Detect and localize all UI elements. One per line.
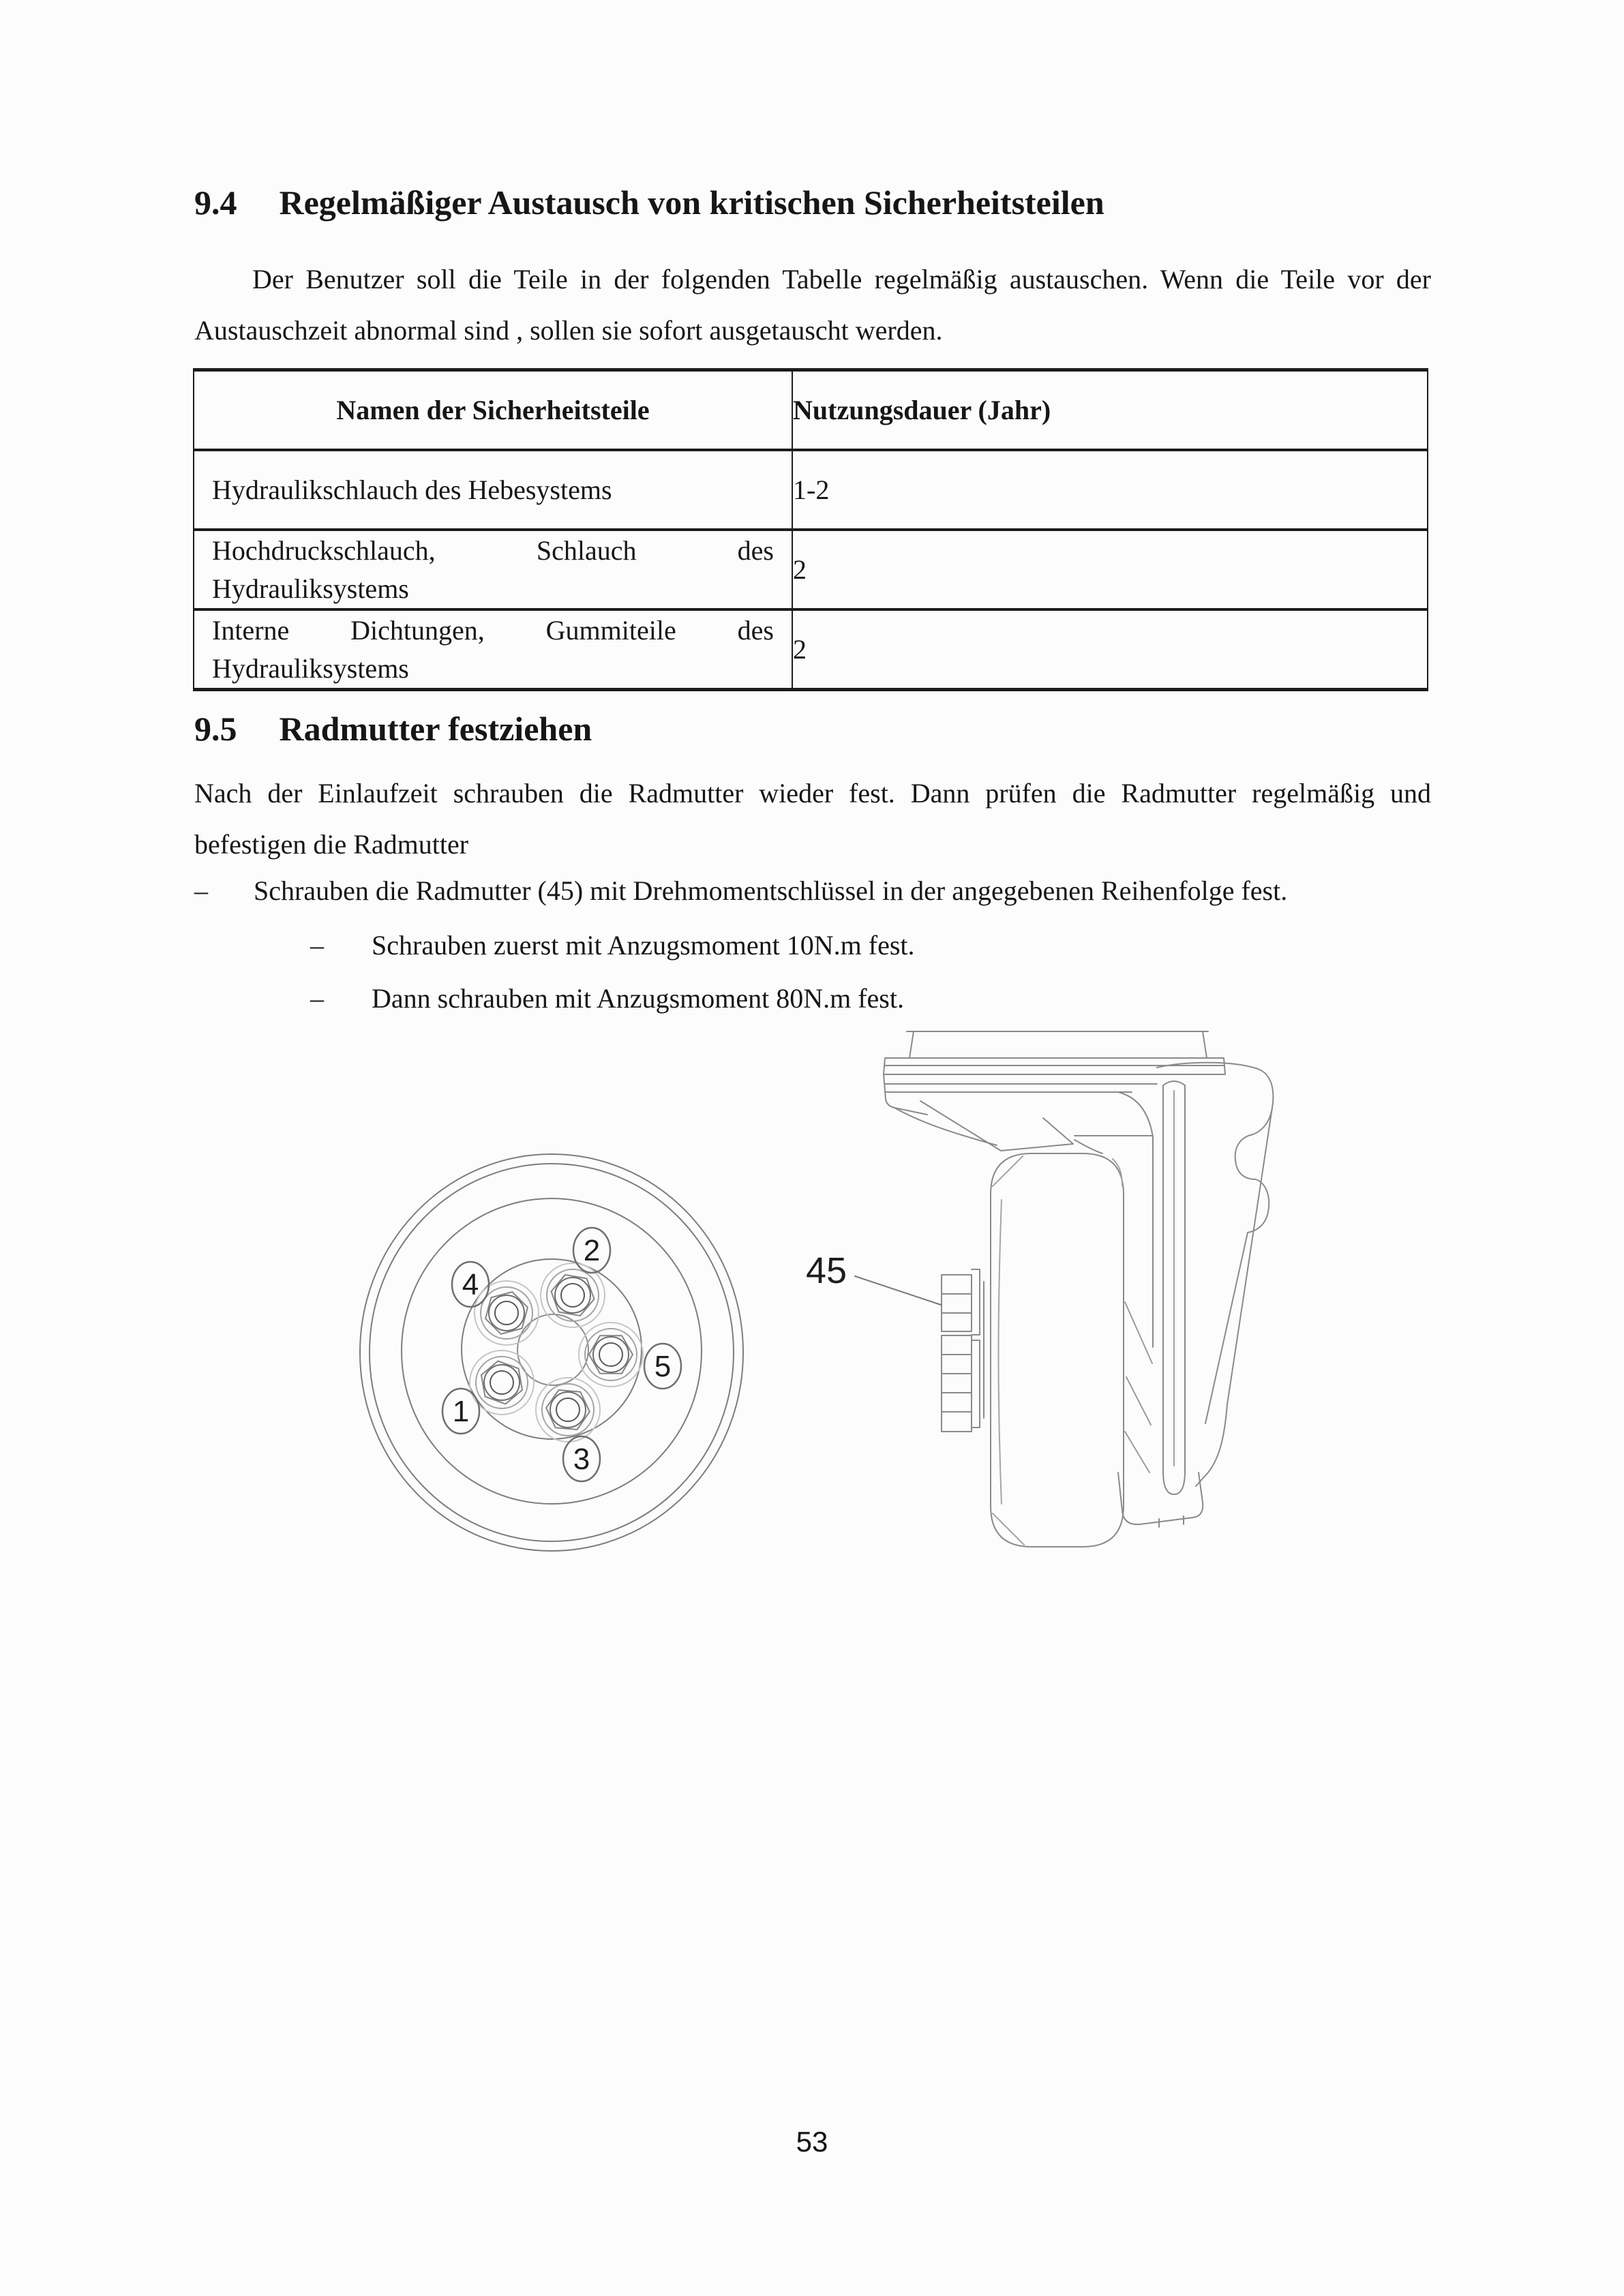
neck-curve	[1074, 1140, 1102, 1153]
duration-cell: 2	[793, 633, 807, 665]
section-9-4-paragraph	[194, 254, 1431, 356]
tire-inner-circle	[370, 1164, 734, 1541]
bullet-dash: –	[194, 875, 208, 906]
fork-ear	[1235, 1134, 1256, 1179]
bracket-arm-lines	[885, 1084, 1157, 1092]
wheel-side-view	[855, 1031, 1273, 1547]
sub-bullet-item	[194, 928, 1431, 963]
hub-nut-45	[942, 1269, 984, 1432]
table-header-row	[194, 372, 1427, 449]
lug-nut	[475, 1281, 539, 1345]
mount-plate-wide	[884, 1058, 1225, 1074]
part-name-cell: Hochdruckschlauch, Schlauch des Hydrauliksystems	[194, 531, 793, 608]
safety-parts-table	[193, 368, 1428, 691]
bracket-arm-bottom	[894, 1108, 997, 1145]
bracket-arm-left	[884, 1074, 927, 1115]
section-9-5-heading	[194, 710, 592, 748]
section-9-5-paragraph	[194, 768, 1431, 870]
bullet-dash: –	[310, 930, 324, 961]
fork-shoulder	[1248, 1179, 1269, 1233]
lug-nuts	[470, 1263, 643, 1442]
section-9-4-number: 9.4	[194, 183, 237, 222]
tire-corner-lines	[993, 1156, 1122, 1545]
part-name-cell: Hydraulikschlauch des Hebesystems	[194, 451, 793, 528]
wheel-tightening-figure	[0, 1016, 1624, 1616]
bullet-text: Dann schrauben mit Anzugsmoment 80N.m fest.	[372, 983, 904, 1014]
lug-nut	[579, 1323, 643, 1387]
fork-blade-tip	[1196, 1404, 1227, 1486]
table-header-duration: Nutzungsdauer (Jahr)	[793, 394, 1051, 425]
part-name-cell: Interne Dichtungen, Gummiteile des Hydrauliksystems	[194, 611, 793, 688]
part-45-leader-line	[855, 1276, 941, 1305]
section-9-5-title: Radmutter festziehen	[279, 710, 592, 748]
section-9-4-title: Regelmäßiger Austausch von kritischen Sicherheitsteilen	[279, 183, 1104, 222]
paragraph-line: Austauschzeit abnormal sind , sollen sie sofort ausgetauscht werden.	[194, 315, 943, 346]
table-row	[194, 528, 1427, 608]
wheel-front-view	[360, 1154, 743, 1551]
section-9-4-heading	[194, 184, 1104, 222]
bullet-text: Schrauben zuerst mit Anzugsmoment 10N.m fest.	[372, 930, 915, 961]
foot-bracket	[1118, 1472, 1203, 1524]
duration-cell: 1-2	[793, 474, 830, 505]
table-row	[194, 608, 1427, 688]
nut-label-5: 5	[654, 1350, 672, 1383]
paragraph-line: Der Benutzer soll die Teile in der folgenden Tabelle regelmäßig austauschen. Wenn die Teile vor der	[252, 264, 1431, 294]
nut-label-3: 3	[573, 1442, 590, 1476]
nut-label-1: 1	[452, 1395, 470, 1428]
paragraph-line: Nach der Einlaufzeit schrauben die Radmutter wieder fest. Dann prüfen die Radmutter regelmäßig und	[194, 778, 1431, 809]
nut-label-2: 2	[583, 1234, 601, 1267]
page-number: 53	[796, 2126, 828, 2158]
part-45-label: 45	[805, 1250, 847, 1291]
nut-label-4: 4	[462, 1268, 479, 1301]
duration-cell: 2	[793, 554, 807, 585]
lug-nut	[536, 1378, 600, 1442]
tire-side-outline	[991, 1153, 1124, 1547]
fork-blade-edges	[1205, 1108, 1272, 1423]
mount-plate-sides	[909, 1031, 1207, 1058]
table-header-name: Namen der Sicherheitsteile	[194, 372, 793, 449]
fork-inner-diagonals	[1125, 1302, 1152, 1472]
bullet-item	[194, 874, 1431, 908]
table-row	[194, 449, 1427, 528]
paragraph-line: befestigen die Radmutter	[194, 829, 469, 860]
tire-tread-line	[999, 1200, 1002, 1504]
bullet-dash: –	[310, 983, 324, 1014]
bracket-gusset	[920, 1101, 1073, 1151]
bullet-text: Schrauben die Radmutter (45) mit Drehmomentschlüssel in der angegebenen Reihenfolge fest.	[254, 875, 1288, 906]
section-9-5-number: 9.5	[194, 710, 237, 748]
tire-outer-circle	[360, 1154, 743, 1551]
sub-bullet-item	[194, 982, 1431, 1016]
axle-hole	[517, 1314, 588, 1385]
